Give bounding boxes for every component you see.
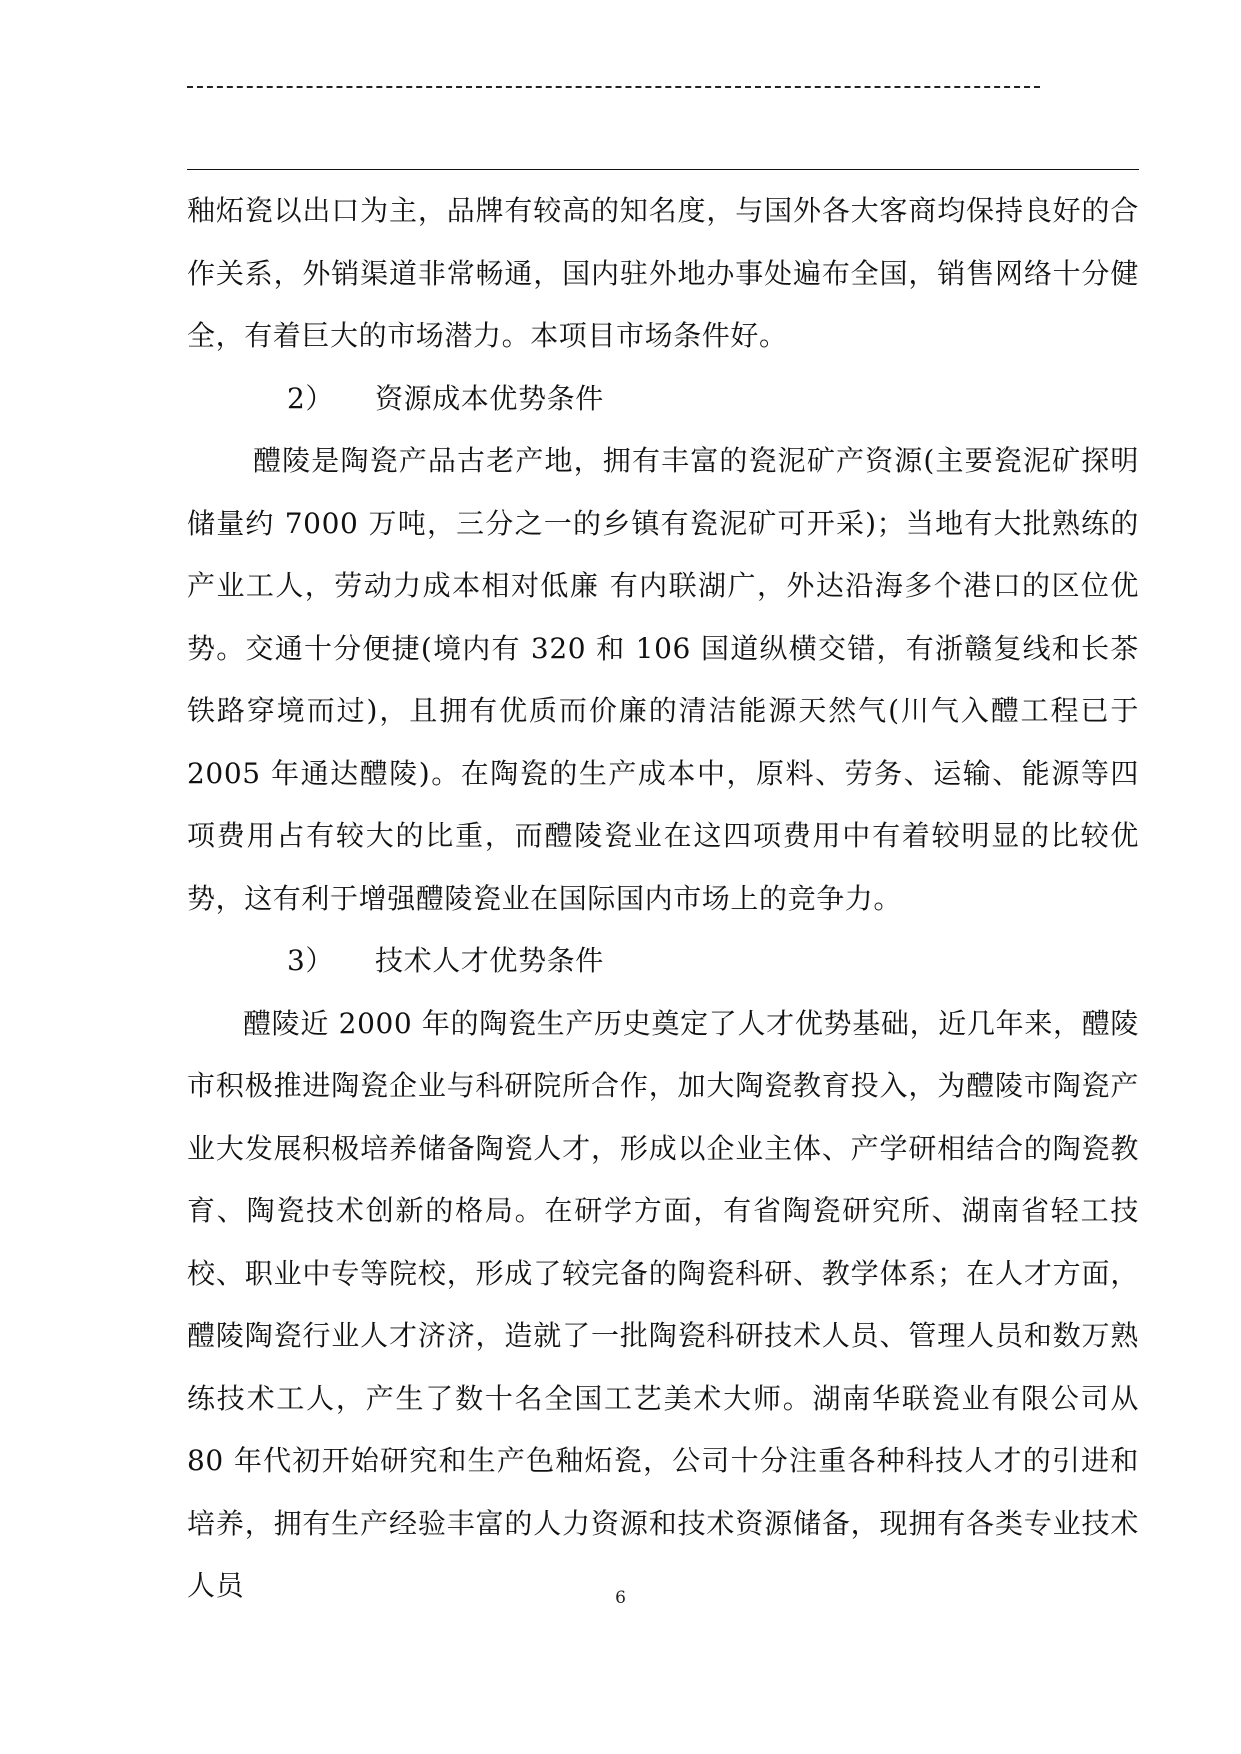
paragraph-market-conditions: 釉炻瓷以出口为主，品牌有较高的知名度，与国外各大客商均保持良好的合作关系，外销渠道非常畅通，国内驻外地办事处遍布全国，销售网络十分健全，有着巨大的市场潜力。本项目市场条件好。 [187,194,1139,352]
header-rule [187,86,1040,88]
body-top-rule [187,169,1139,170]
section-heading-resource-cost [187,368,1139,431]
page-number: 6 [615,1588,626,1608]
section-heading-number: 3） [287,944,335,977]
section-heading-technical-talent [187,930,1139,993]
page-content [187,180,1139,1618]
paragraph-technical-talent: 醴陵近 2000 年的陶瓷生产历史奠定了人才优势基础，近几年来，醴陵市积极推进陶瓷企业与科研院所合作，加大陶瓷教育投入，为醴陵市陶瓷产业大发展积极培养储备陶瓷人才，形成以企业主体、产学研相结合的陶瓷教育、陶瓷技术创新的格局。在研学方面，有省陶瓷研究所、湖南省轻工技校、职业中专等院校，形成了较完备的陶瓷科研、教学体系；在人才方面，醴陵陶瓷行业人才济济，造就了一批陶瓷科研技术人员、管理人员和数万熟练技术工人，产生了数十名全国工艺美术大师。湖南华联瓷业有限公司从 80 年代初开始研究和生产色釉炻瓷，公司十分注重各种科技人才的引进和培养，拥有生产经验丰富的人力资源和技术资源储备，现拥有各类专业技术人员 [187,1006,1139,1602]
section-heading-title: 资源成本优势条件 [375,381,604,415]
section-heading-title: 技术人才优势条件 [375,944,604,977]
section-heading-number: 2） [287,381,335,415]
paragraph-resource-cost: 醴陵是陶瓷产品古老产地，拥有丰富的瓷泥矿产资源(主要瓷泥矿探明储量约 7000 万吨，三分之一的乡镇有瓷泥矿可开采)；当地有大批熟练的产业工人，劳动力成本相对低廉 有内联湖广，外达沿海多个港口的区位优势。交通十分便捷(境内有 320 和 106 国道纵横交错，有浙赣复线和长茶铁路穿境而过)，且拥有优质而价廉的清洁能源天然气(川气入醴工程已于 2005 年通达醴陵)。在陶瓷的生产成本中，原料、劳务、运输、能源等四项费用占有较大的比重，而醴陵瓷业在这四项费用中有着较明显的比较优势，这有利于增强醴陵瓷业在国际国内市场上的竞争力。 [187,444,1139,915]
